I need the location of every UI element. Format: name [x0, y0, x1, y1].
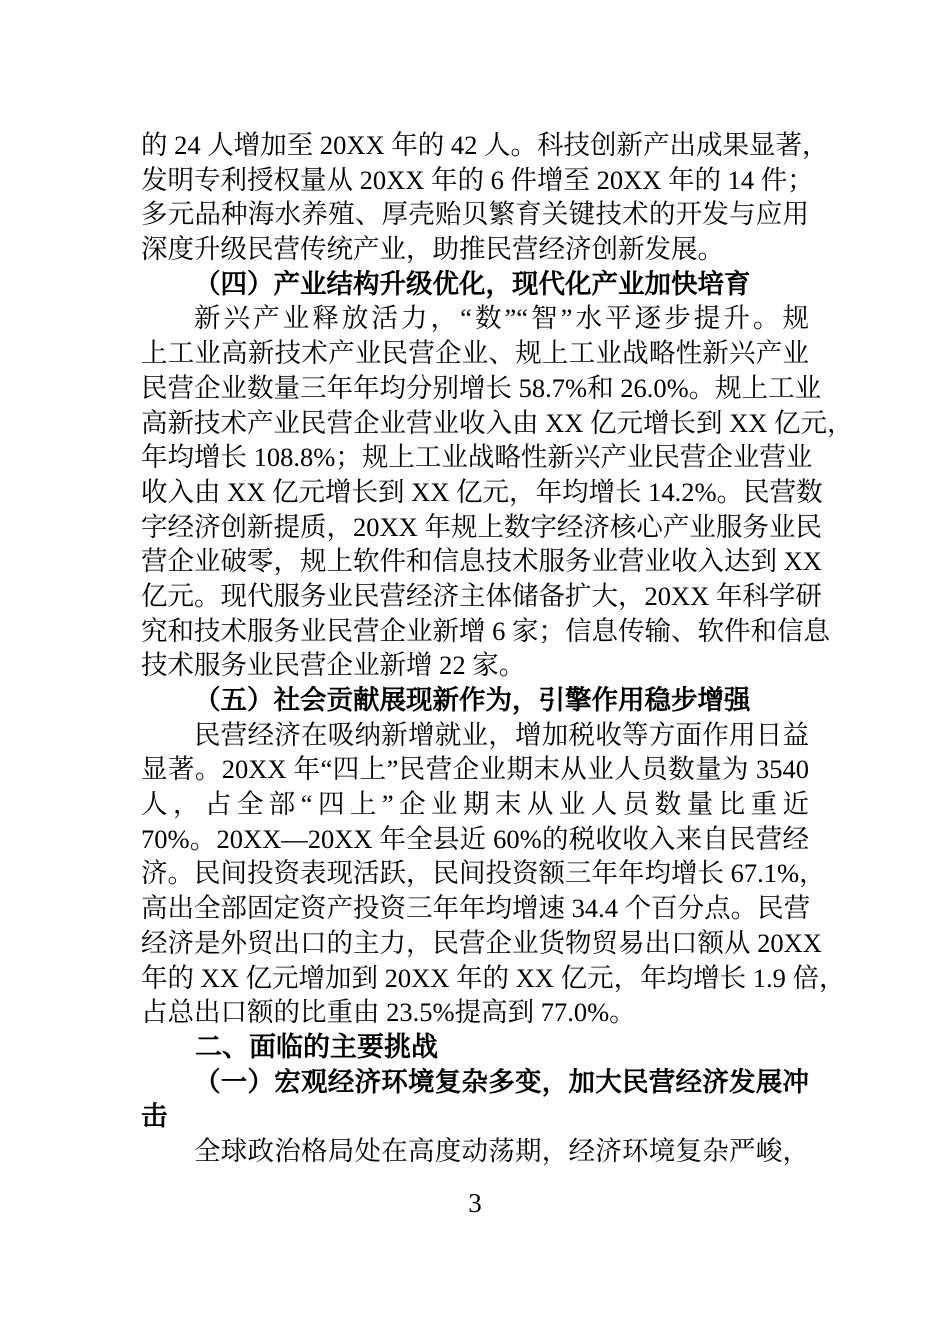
text-line: 占总出口额的比重由 23.5%提高到 77.0%。: [141, 997, 636, 1028]
heading-section-4: （四）产业结构升级优化，现代化产业加快培育: [194, 268, 751, 299]
text-line: 新兴产业释放活力，“数”“智”水平逐步提升。规: [194, 303, 809, 334]
text-line: 发明专利授权量从 20XX 年的 6 件增至 20XX 年的 14 件；: [141, 164, 814, 195]
text-line: 技术服务业民营企业新增 22 家。: [141, 650, 526, 681]
text-line: 营企业破零，规上软件和信息技术服务业营业收入达到 XX: [141, 546, 822, 577]
text-line: 民营企业数量三年年均分别增长 58.7%和 26.0%。规上工业: [141, 372, 822, 403]
text-line: 显著。20XX 年“四上”民营企业期末从业人员数量为 3540: [141, 754, 809, 785]
text-line: 亿元。现代服务业民营经济主体储备扩大，20XX 年科学研: [141, 580, 822, 611]
text-line: 收入由 XX 亿元增长到 XX 亿元，年均增长 14.2%。民营数: [141, 476, 823, 507]
text-line: 的 24 人增加至 20XX 年的 42 人。科技创新产出成果显著，: [141, 130, 829, 160]
text-line: 深度升级民营传统产业，助推民营经济创新发展。: [141, 234, 724, 265]
text-line: 上工业高新技术产业民营企业、规上工业战略性新兴产业: [141, 338, 809, 369]
text-line: 高出全部固定资产投资三年年均增速 34.4 个百分点。民营: [141, 893, 811, 924]
page-number: 3: [468, 1188, 482, 1218]
document-body: [141, 128, 854, 1169]
heading-chapter-2: 二、面临的主要挑战: [195, 1031, 438, 1062]
heading-section-5: （五）社会贡献展现新作为，引擎作用稳步增强: [194, 685, 751, 715]
text-line: 70%。20XX—20XX 年全县近 60%的税收收入来自民营经: [141, 823, 809, 854]
text-line: 经济是外贸出口的主力，民营企业货物贸易出口额从 20XX: [141, 927, 822, 958]
text-line: 字经济创新提质，20XX 年规上数字经济核心产业服务业民: [141, 511, 822, 542]
text-line: 人，占全部“四上”企业期末从业人员数量比重近: [141, 789, 809, 820]
text-line: 年均增长 108.8%；规上工业战略性新兴产业民营企业营业: [141, 442, 813, 473]
text-line: 多元品种海水养殖、厚壳贻贝繁育关键技术的开发与应用: [141, 199, 809, 230]
heading-section-1: （一）宏观经济环境复杂多变，加大民营经济发展冲: [194, 1066, 809, 1097]
heading-section-1-cont: 击: [141, 1101, 168, 1132]
text-line: 全球政治格局处在高度动荡期，经济环境复杂严峻，: [194, 1135, 809, 1166]
text-line: 究和技术服务业民营企业新增 6 家；信息传输、软件和信息: [141, 615, 830, 646]
text-line: 年的 XX 亿元增加到 20XX 年的 XX 亿元，年均增长 1.9 倍，: [141, 962, 846, 993]
text-line: 民营经济在吸纳新增就业，增加税收等方面作用日益: [194, 719, 809, 750]
text-line: 高新技术产业民营企业营业收入由 XX 亿元增长到 XX 亿元，: [141, 407, 854, 438]
text-line: 济。民间投资表现活跃，民间投资额三年年均增长 67.1%，: [141, 858, 826, 889]
